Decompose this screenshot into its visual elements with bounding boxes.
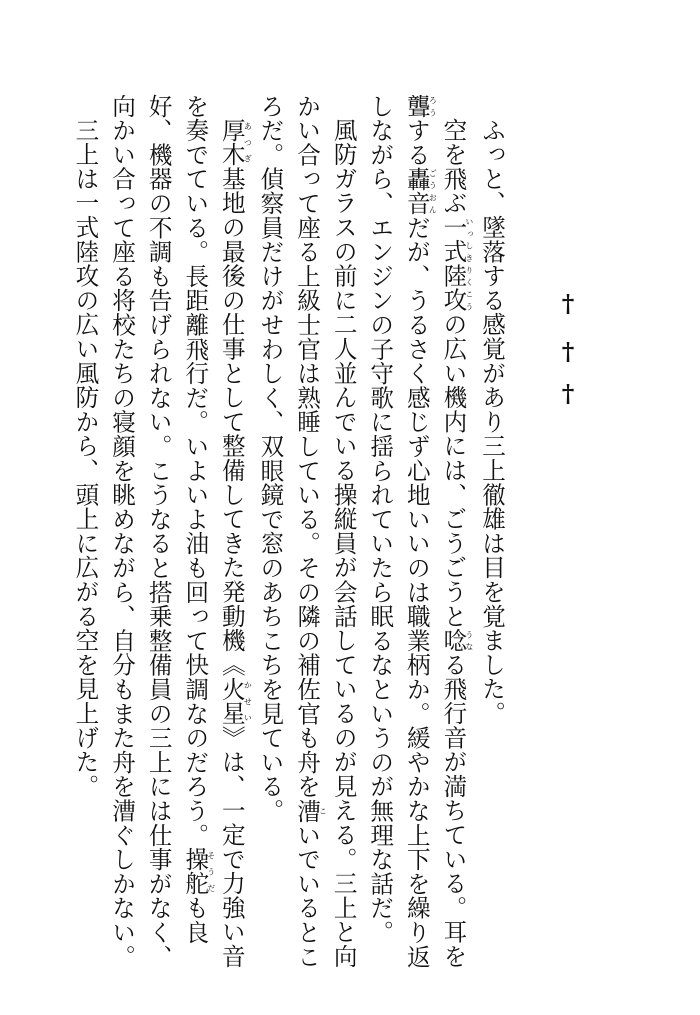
furigana: 轟音ごうおん <box>402 166 438 216</box>
furigana: 操舵そうだ <box>181 847 216 896</box>
furigana: 唸うな <box>439 627 474 653</box>
dagger-mark: † <box>561 337 575 366</box>
paragraph: 空を飛ぶ一式陸攻いっしきりくこうの広い機内には、ごうごうと唸うなる飛行音が満ちている。耳を聾ろうする轟音ごうおんだが、うるさく感じず心地いいのは職業柄か。緩やかな上下を繰り返しながら、エンジンの子守歌に揺られていたら眠るなというのが無理な話だ。 <box>366 94 474 969</box>
furigana: 厚木あつぎ <box>217 117 253 167</box>
paragraph: 三上は一式陸攻の広い風防から、頭上に広がる空を見上げた。 <box>71 117 100 798</box>
dagger-mark: † <box>561 379 575 408</box>
furigana: 火星かせい <box>217 676 253 726</box>
section-break <box>548 289 588 412</box>
paragraph: 厚木あつぎ基地の最後の仕事として整備してきた発動機《火星かせい》は、一定で力強い音を奏でている。長距離飛行だ。いよいよ油も回って快調なのだろう。操舵そうだも良好、機器の不調も告げられない。こうなると搭乗整備員の三上には仕事がなく、向かい合って座る将校たちの寝顔を眺めながら、自分もまた舟を漕ぐしかない。 <box>108 94 253 969</box>
vertical-text-body <box>67 94 510 974</box>
furigana: 漕こ <box>293 798 328 824</box>
furigana: 聾ろう <box>402 94 438 119</box>
paragraph: 風防ガラスの前に二人並んでいる操縦員が会話しているのが見える。三上と向かい合って座る上級士官は熟睡している。その隣の補佐官も舟を漕こいでいるところだ。偵察員だけがせわしく、双眼鏡で窓のあちこちを見ている。 <box>256 94 358 969</box>
dagger-mark: † <box>561 289 575 318</box>
paragraph: ふっと、墜落する感覚があり三上徹雄は目を覚ました。 <box>478 117 506 726</box>
furigana: 一式陸攻いっしきりくこう <box>439 214 474 312</box>
